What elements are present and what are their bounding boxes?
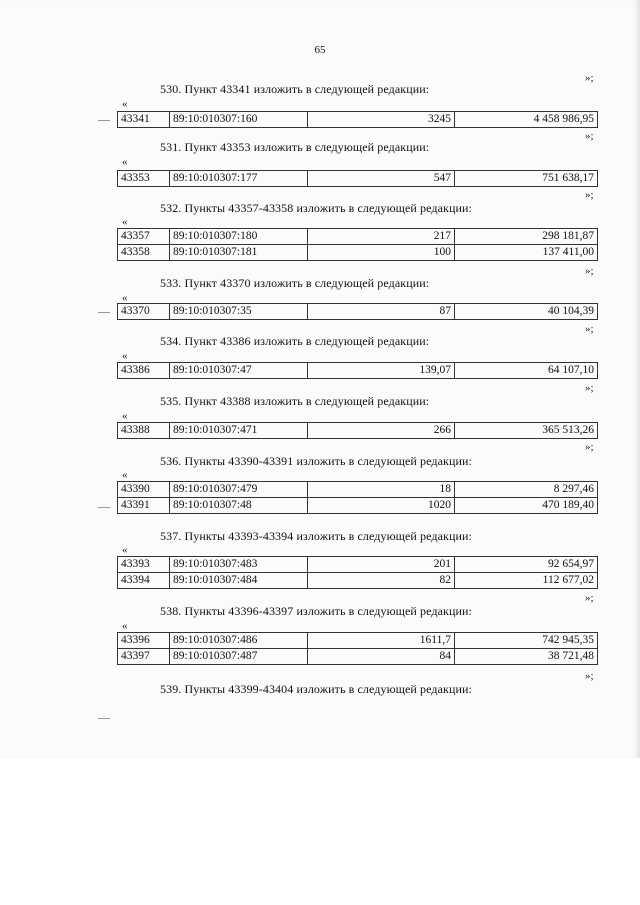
area-value: 266 (308, 423, 455, 439)
cadastral-number: 89:10:010307:160 (170, 112, 308, 128)
area-value: 547 (308, 171, 455, 187)
cadastral-number: 89:10:010307:479 (170, 482, 308, 498)
section-heading: 535. Пункт 43388 изложить в следующей редакции: (160, 394, 430, 408)
table-row (118, 245, 598, 261)
record-table (117, 228, 598, 261)
open-quote: « (122, 410, 128, 422)
cost-value: 298 181,87 (455, 229, 598, 245)
section-heading: 531. Пункт 43353 изложить в следующей редакции: (160, 140, 430, 154)
cost-value: 742 945,35 (455, 633, 598, 649)
open-quote: « (122, 350, 128, 362)
close-quote: »; (585, 72, 594, 84)
section-heading: 534. Пункт 43386 изложить в следующей редакции: (160, 334, 430, 348)
record-table (117, 111, 598, 128)
cost-value: 137 411,00 (455, 245, 598, 261)
item-number: 43390 (118, 482, 170, 498)
margin-mark (98, 718, 110, 719)
cadastral-number: 89:10:010307:47 (170, 363, 308, 379)
record-table (117, 303, 598, 320)
cadastral-number: 89:10:010307:181 (170, 245, 308, 261)
table-row (118, 363, 598, 379)
area-value: 82 (308, 573, 455, 589)
cadastral-number: 89:10:010307:484 (170, 573, 308, 589)
table-row (118, 498, 598, 514)
cost-value: 365 513,26 (455, 423, 598, 439)
open-quote: « (122, 469, 128, 481)
cadastral-number: 89:10:010307:180 (170, 229, 308, 245)
close-quote: »; (585, 130, 594, 142)
area-value: 18 (308, 482, 455, 498)
margin-mark (98, 120, 110, 121)
item-number: 43386 (118, 363, 170, 379)
cost-value: 112 677,02 (455, 573, 598, 589)
margin-mark (98, 312, 110, 313)
area-value: 217 (308, 229, 455, 245)
record-table (117, 422, 598, 439)
item-number: 43396 (118, 633, 170, 649)
item-number: 43393 (118, 557, 170, 573)
cost-value: 92 654,97 (455, 557, 598, 573)
item-number: 43341 (118, 112, 170, 128)
cost-value: 64 107,10 (455, 363, 598, 379)
area-value: 3245 (308, 112, 455, 128)
table-row (118, 423, 598, 439)
table-row (118, 171, 598, 187)
section-heading: 530. Пункт 43341 изложить в следующей редакции: (160, 82, 430, 96)
open-quote: « (122, 620, 128, 632)
cadastral-number: 89:10:010307:471 (170, 423, 308, 439)
section-heading: 538. Пункты 43396-43397 изложить в следующей редакции: (160, 604, 472, 618)
close-quote: »; (585, 265, 594, 277)
table-row (118, 649, 598, 665)
area-value: 1020 (308, 498, 455, 514)
cadastral-number: 89:10:010307:48 (170, 498, 308, 514)
table-row (118, 573, 598, 589)
margin-mark (98, 507, 110, 508)
open-quote: « (122, 156, 128, 168)
record-table (117, 632, 598, 665)
close-quote: »; (585, 382, 594, 394)
section-heading: 532. Пункты 43357-43358 изложить в следующей редакции: (160, 201, 472, 215)
item-number: 43394 (118, 573, 170, 589)
close-quote: »; (585, 441, 594, 453)
section-heading: 539. Пункты 43399-43404 изложить в следующей редакции: (160, 682, 472, 696)
close-quote: »; (585, 323, 594, 335)
cadastral-number: 89:10:010307:486 (170, 633, 308, 649)
cost-value: 751 638,17 (455, 171, 598, 187)
area-value: 84 (308, 649, 455, 665)
cadastral-number: 89:10:010307:483 (170, 557, 308, 573)
table-row (118, 229, 598, 245)
close-quote: »; (585, 592, 594, 604)
cost-value: 40 104,39 (455, 304, 598, 320)
item-number: 43357 (118, 229, 170, 245)
record-table (117, 362, 598, 379)
close-quote: »; (585, 189, 594, 201)
item-number: 43388 (118, 423, 170, 439)
item-number: 43370 (118, 304, 170, 320)
table-row (118, 112, 598, 128)
section-heading: 537. Пункты 43393-43394 изложить в следующей редакции: (160, 529, 472, 543)
area-value: 139,07 (308, 363, 455, 379)
area-value: 87 (308, 304, 455, 320)
record-table (117, 481, 598, 514)
open-quote: « (122, 292, 128, 304)
item-number: 43397 (118, 649, 170, 665)
item-number: 43391 (118, 498, 170, 514)
open-quote: « (122, 216, 128, 228)
cadastral-number: 89:10:010307:487 (170, 649, 308, 665)
cost-value: 4 458 986,95 (455, 112, 598, 128)
open-quote: « (122, 544, 128, 556)
area-value: 1611,7 (308, 633, 455, 649)
cost-value: 470 189,40 (455, 498, 598, 514)
section-heading: 533. Пункт 43370 изложить в следующей редакции: (160, 276, 430, 290)
item-number: 43358 (118, 245, 170, 261)
area-value: 100 (308, 245, 455, 261)
record-table (117, 556, 598, 589)
table-row (118, 557, 598, 573)
open-quote: « (122, 98, 128, 110)
cost-value: 8 297,46 (455, 482, 598, 498)
close-quote: »; (585, 670, 594, 682)
table-row (118, 482, 598, 498)
cost-value: 38 721,48 (455, 649, 598, 665)
item-number: 43353 (118, 171, 170, 187)
cadastral-number: 89:10:010307:35 (170, 304, 308, 320)
table-row (118, 633, 598, 649)
section-heading: 536. Пункты 43390-43391 изложить в следующей редакции: (160, 454, 472, 468)
cadastral-number: 89:10:010307:177 (170, 171, 308, 187)
page-number: 65 (314, 44, 326, 56)
area-value: 201 (308, 557, 455, 573)
table-row (118, 304, 598, 320)
record-table (117, 170, 598, 187)
